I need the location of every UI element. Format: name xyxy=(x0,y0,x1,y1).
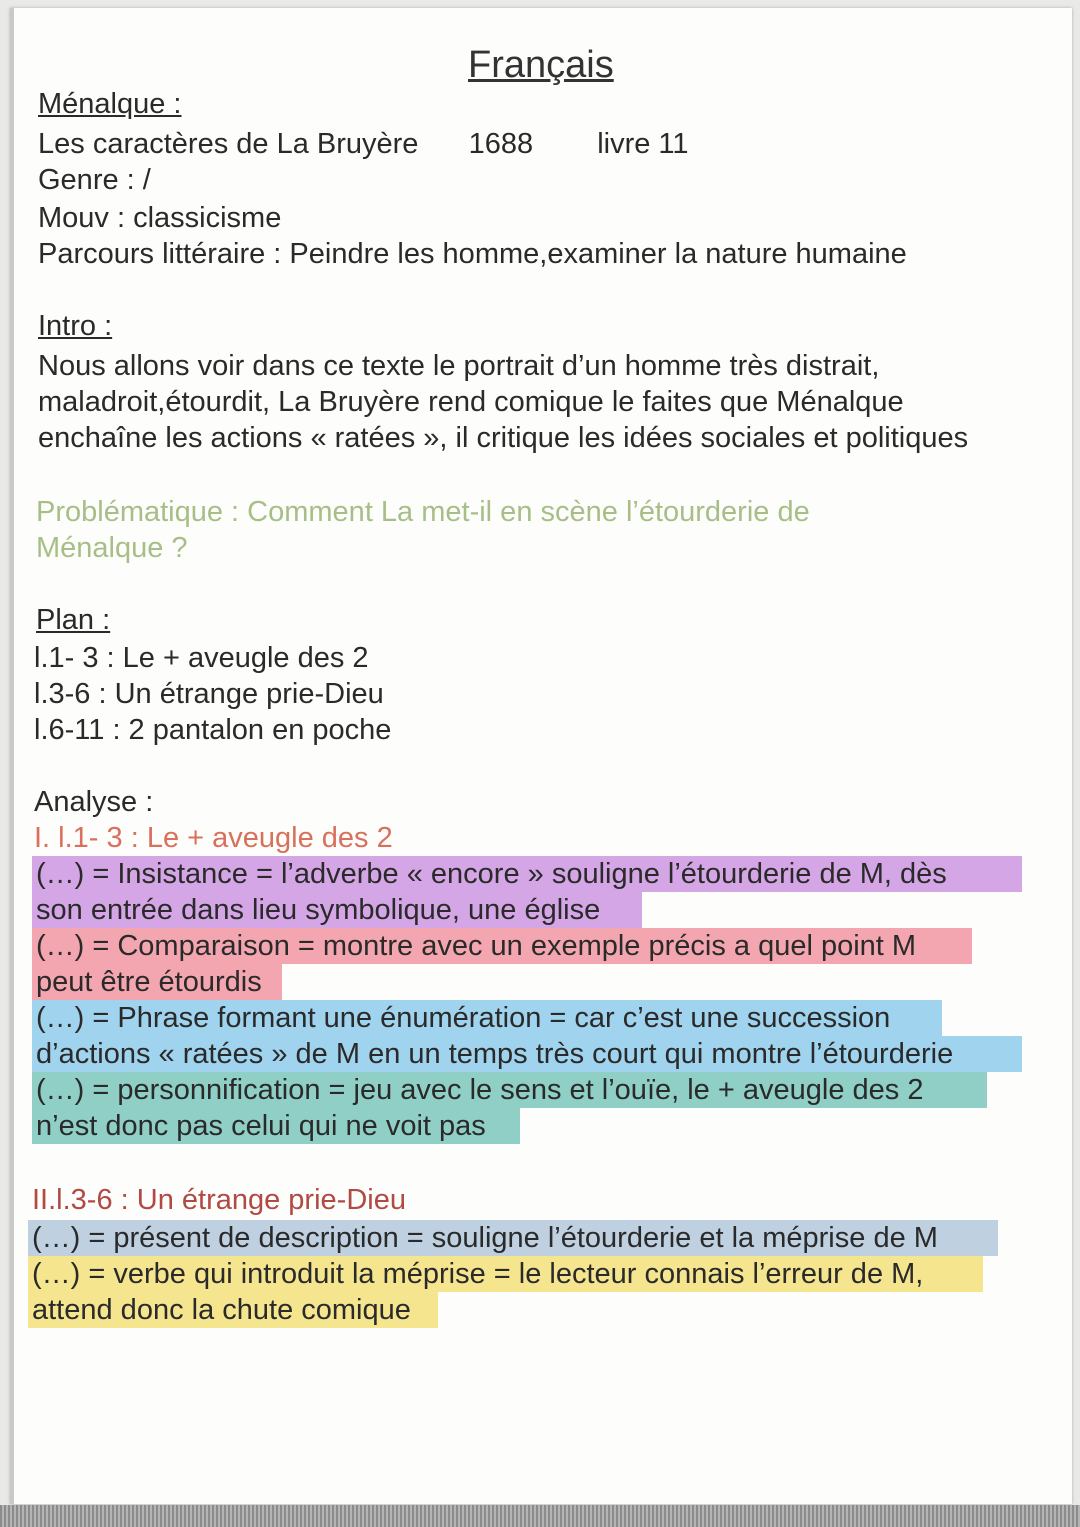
mouv-line: Mouv : classicisme xyxy=(38,202,282,234)
page-title: Français xyxy=(468,44,614,86)
highlight-pink: (…) = Comparaison = montre avec un exemple précis a quel point M xyxy=(32,928,972,964)
analysis-line xyxy=(32,928,972,964)
highlight-pink: peut être étourdis xyxy=(32,964,282,1000)
plan-item: l.1- 3 : Le + aveugle des 2 xyxy=(34,642,369,674)
highlight-yellow: attend donc la chute comique xyxy=(28,1292,438,1328)
parcours-line: Parcours littéraire : Peindre les homme,examiner la nature humaine xyxy=(38,238,907,270)
highlight-blue: (…) = Phrase formant une énumération = car c’est une succession xyxy=(32,1000,942,1036)
problematique-line: Problématique : Comment La met-il en scène l’étourderie de xyxy=(36,496,810,528)
analysis-line xyxy=(32,964,282,1000)
scan-edge xyxy=(0,1505,1080,1527)
analysis-line xyxy=(28,1292,438,1328)
book-livre: livre 11 xyxy=(597,128,689,160)
intro-line: maladroit,étourdit, La Bruyère rend comique le faites que Ménalque xyxy=(38,386,904,418)
part2-title: II.l.3-6 : Un étrange prie-Dieu xyxy=(32,1184,406,1216)
highlight-yellow: (…) = verbe qui introduit la méprise = le lecteur connais l’erreur de M, xyxy=(28,1256,983,1292)
book-line xyxy=(38,126,689,162)
part1-title: I. l.1- 3 : Le + aveugle des 2 xyxy=(34,822,393,854)
highlight-teal: (…) = personnification = jeu avec le sens et l’ouïe, le + aveugle des 2 xyxy=(32,1072,987,1108)
genre-line: Genre : / xyxy=(38,164,151,196)
analysis-line xyxy=(32,856,1022,892)
plan-label: Plan : xyxy=(36,604,111,636)
analysis-line xyxy=(32,892,642,928)
intro-line: enchaîne les actions « ratées », il critique les idées sociales et politiques xyxy=(38,422,969,454)
analyse-label: Analyse : xyxy=(34,786,154,818)
book-title: Les caractères de La Bruyère xyxy=(38,128,419,160)
highlight-purple: son entrée dans lieu symbolique, une église xyxy=(32,892,642,928)
analysis-line xyxy=(28,1256,983,1292)
highlight-grey: (…) = présent de description = souligne l’étourderie et la méprise de M xyxy=(28,1220,998,1256)
problematique-line: Ménalque ? xyxy=(36,532,188,564)
highlight-purple: (…) = Insistance = l’adverbe « encore » souligne l’étourderie de M, dès xyxy=(32,856,1022,892)
plan-item: l.6-11 : 2 pantalon en poche xyxy=(34,714,392,746)
intro-label: Intro : xyxy=(38,310,113,342)
menalque-label: Ménalque : xyxy=(38,88,182,120)
highlight-teal: n’est donc pas celui qui ne voit pas xyxy=(32,1108,520,1144)
analysis-line xyxy=(32,1072,987,1108)
analysis-line xyxy=(32,1000,942,1036)
analysis-line xyxy=(28,1220,998,1256)
analysis-line xyxy=(32,1036,1022,1072)
analysis-line xyxy=(32,1108,520,1144)
book-year: 1688 xyxy=(468,128,534,160)
plan-item: l.3-6 : Un étrange prie-Dieu xyxy=(34,678,384,710)
intro-line: Nous allons voir dans ce texte le portrait d’un homme très distrait, xyxy=(38,350,880,382)
highlight-blue: d’actions « ratées » de M en un temps très court qui montre l’étourderie xyxy=(32,1036,1022,1072)
